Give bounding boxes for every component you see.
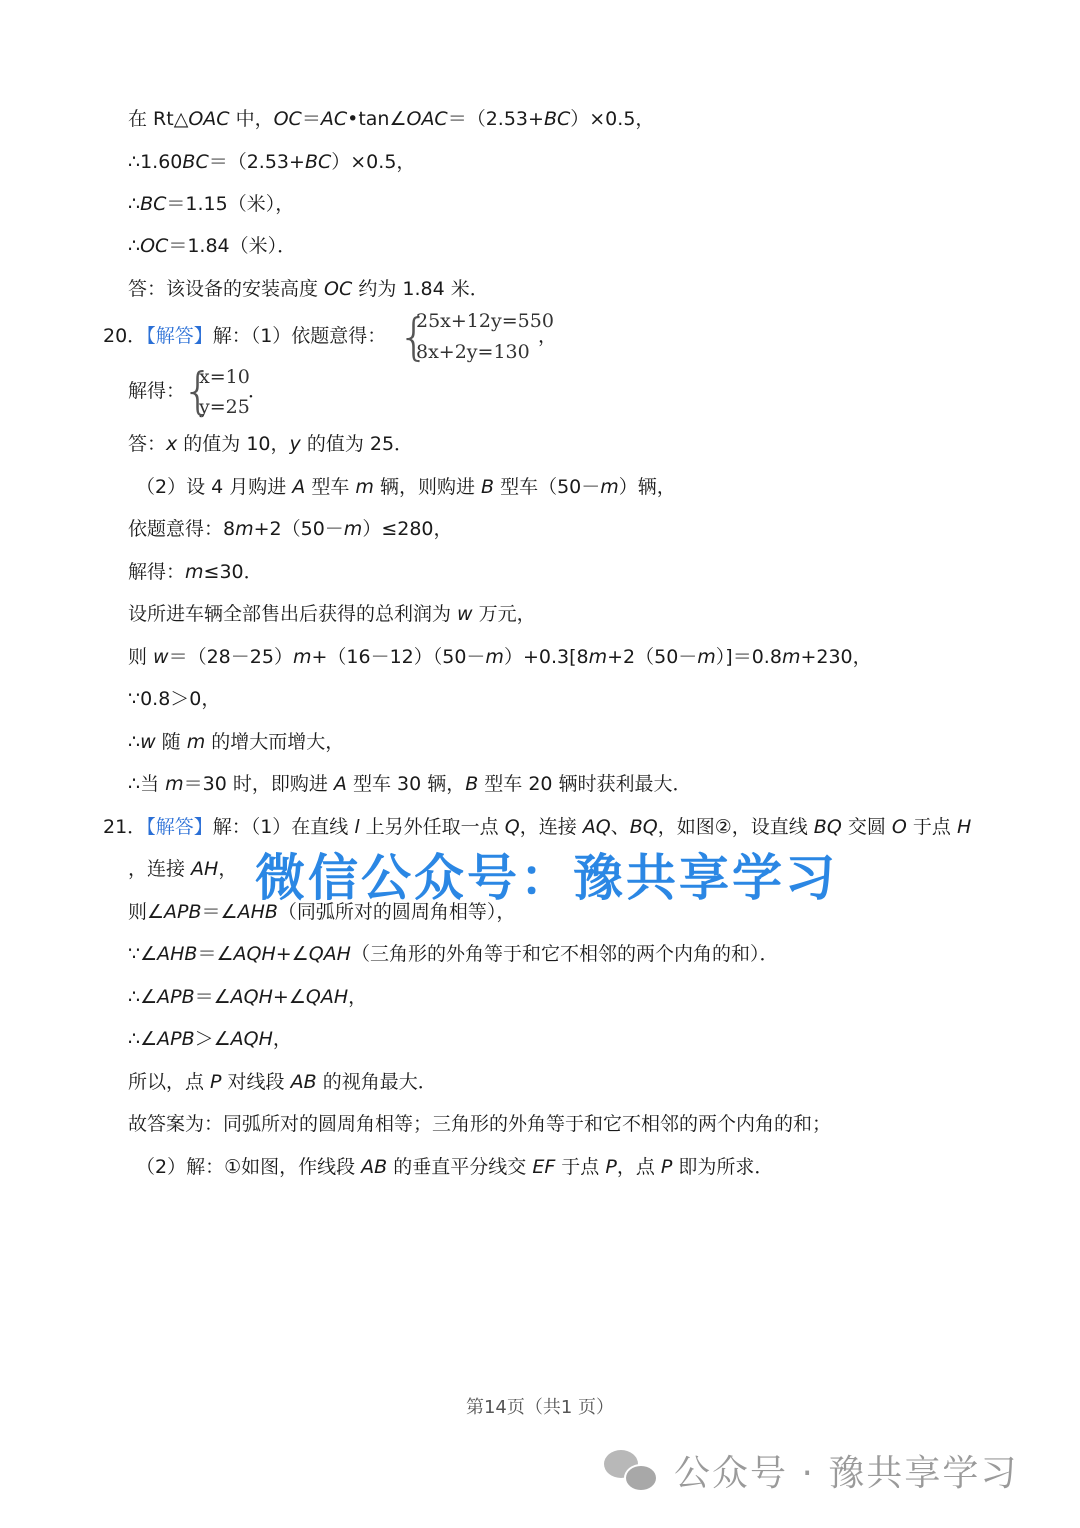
text-segment: （2）设 4 月购进 bbox=[136, 476, 293, 498]
text-segment: BC bbox=[543, 108, 571, 130]
text-segment: w bbox=[140, 731, 156, 753]
text-segment: 依题意得：8 bbox=[128, 518, 236, 540]
text-segment: OAC bbox=[188, 108, 230, 130]
text-segment: B bbox=[481, 476, 495, 498]
text-line-l17 bbox=[103, 814, 971, 840]
text-segment: B bbox=[465, 773, 479, 795]
text-line-l1 bbox=[128, 106, 654, 132]
text-segment: AB bbox=[361, 1156, 388, 1178]
text-segment: A bbox=[333, 773, 347, 795]
text-segment: +230， bbox=[800, 646, 872, 668]
text-segment: ∵∠ bbox=[128, 943, 158, 965]
text-segment: ＝（28－25） bbox=[168, 646, 293, 668]
text-line-l9 bbox=[136, 474, 676, 500]
text-segment: 解：（1）依题意得： bbox=[212, 325, 387, 347]
text-line-l20 bbox=[128, 941, 778, 967]
text-segment: +∠ bbox=[272, 986, 306, 1008]
left-brace: { bbox=[182, 362, 214, 420]
text-segment: 解得： bbox=[128, 380, 186, 402]
text-line-l2 bbox=[128, 149, 415, 175]
text-line-l14 bbox=[128, 686, 220, 712]
text-segment: Q bbox=[504, 816, 520, 838]
text-segment: ∴1.60 bbox=[128, 151, 183, 173]
text-line-l22 bbox=[128, 1026, 292, 1052]
text-segment: l bbox=[354, 816, 360, 838]
text-segment: m bbox=[292, 646, 312, 668]
text-segment: AHB bbox=[157, 943, 198, 965]
text-segment: m bbox=[186, 731, 206, 753]
text-segment: BQ bbox=[813, 816, 842, 838]
text-segment: ，连接 bbox=[128, 858, 192, 880]
text-segment: 于点 bbox=[906, 816, 957, 838]
text-segment: AH bbox=[191, 858, 219, 880]
text-segment: 交圆 bbox=[841, 816, 892, 838]
footer-text: 公众号 · 豫共享学习 bbox=[674, 1452, 1019, 1494]
text-segment: 的值为 10， bbox=[177, 433, 290, 455]
text-segment: QAH bbox=[305, 986, 349, 1008]
text-segment: ＝（2.53+ bbox=[447, 108, 544, 130]
text-line-l25 bbox=[136, 1154, 773, 1180]
text-segment: 约为 1.84 米． bbox=[352, 278, 489, 300]
text-segment: m bbox=[697, 646, 716, 668]
text-segment: （同弧所对的圆周角相等）， bbox=[277, 901, 516, 923]
text-line-l16 bbox=[128, 771, 692, 797]
text-segment: ，连接 bbox=[519, 816, 583, 838]
text-line-l21 bbox=[128, 984, 367, 1010]
text-segment: AQH bbox=[233, 943, 276, 965]
text-segment: 所以，点 bbox=[128, 1071, 211, 1093]
text-segment: BC bbox=[304, 151, 332, 173]
text-segment: H bbox=[956, 816, 972, 838]
text-segment: ∴当 bbox=[128, 773, 166, 795]
text-segment: ＝ bbox=[301, 108, 321, 130]
text-segment: A bbox=[292, 476, 306, 498]
text-segment: 答：该设备的安装高度 bbox=[128, 278, 325, 300]
text-line-l15 bbox=[128, 729, 344, 755]
text-segment: ，点 bbox=[616, 1156, 661, 1178]
text-line-l13 bbox=[128, 644, 872, 670]
text-segment: BQ bbox=[629, 816, 658, 838]
text-segment: OC bbox=[273, 108, 302, 130]
text-segment: m bbox=[165, 773, 184, 795]
text-segment: ∴ bbox=[128, 193, 141, 215]
text-line-l7 bbox=[128, 378, 185, 404]
text-segment: P bbox=[660, 1156, 673, 1178]
text-segment: 型车 30 辆， bbox=[346, 773, 466, 795]
text-segment: ∴ bbox=[128, 731, 141, 753]
text-segment: 型车 20 辆时获利最大． bbox=[478, 773, 692, 795]
text-segment: w bbox=[153, 646, 169, 668]
text-segment: 解得： bbox=[128, 561, 186, 583]
text-line-l23 bbox=[128, 1069, 437, 1095]
text-segment: QAH bbox=[308, 943, 351, 965]
text-segment: ＝1.84（米）． bbox=[168, 235, 297, 257]
system1-suffix: ， bbox=[538, 325, 558, 347]
text-line-l8 bbox=[128, 431, 413, 457]
system2-eq1: x=10 bbox=[199, 366, 250, 388]
wechat-icon bbox=[600, 1444, 662, 1496]
text-segment: ）≤280， bbox=[362, 518, 453, 540]
text-line-l4 bbox=[128, 233, 296, 259]
text-segment: ＝（2.53+ bbox=[208, 151, 305, 173]
text-segment: ＝30 时，即购进 bbox=[183, 773, 334, 795]
text-segment: AQ bbox=[582, 816, 611, 838]
text-segment: APB bbox=[157, 1028, 195, 1050]
text-segment: 的值为 25． bbox=[300, 433, 414, 455]
text-segment: 【解答】 bbox=[146, 325, 213, 347]
text-segment: APB bbox=[157, 986, 195, 1008]
text-segment: AC bbox=[320, 108, 348, 130]
text-segment: BC bbox=[182, 151, 209, 173]
text-segment: 中， bbox=[229, 108, 274, 130]
text-segment: ＞∠ bbox=[194, 1028, 231, 1050]
text-segment: m bbox=[588, 646, 608, 668]
text-segment: 上另外任取一点 bbox=[359, 816, 505, 838]
text-segment: ＝∠ bbox=[201, 901, 238, 923]
text-line-l6 bbox=[103, 323, 386, 349]
text-segment: m bbox=[235, 518, 254, 540]
text-segment: 答： bbox=[128, 433, 167, 455]
text-segment: ， bbox=[348, 986, 368, 1008]
text-segment: ）+0.3[8 bbox=[503, 646, 589, 668]
text-segment: 型车 bbox=[305, 476, 356, 498]
text-segment: m bbox=[485, 646, 504, 668]
text-segment: ，如图②，设直线 bbox=[657, 816, 814, 838]
text-segment: 故答案为：同弧所对的圆周角相等；三角形的外角等于和它不相邻的两个内角的和； bbox=[128, 1113, 832, 1135]
watermark-text: 微信公众号：豫共享学习 bbox=[255, 849, 838, 907]
footer-brand bbox=[600, 1440, 1018, 1500]
text-segment: m bbox=[355, 476, 374, 498]
text-segment: O bbox=[891, 816, 907, 838]
text-segment: （三角形的外角等于和它不相邻的两个内角的和）． bbox=[350, 943, 779, 965]
text-segment: ， bbox=[218, 858, 238, 880]
text-segment: OC bbox=[140, 235, 169, 257]
text-segment: 型车（50－ bbox=[494, 476, 601, 498]
text-segment: x bbox=[166, 433, 178, 455]
text-segment: OAC bbox=[406, 108, 448, 130]
text-segment: ）]＝0.8 bbox=[715, 646, 782, 668]
text-segment: AQH bbox=[230, 986, 273, 1008]
text-line-l18 bbox=[128, 856, 237, 882]
text-segment: ＝∠ bbox=[194, 986, 231, 1008]
system2-eq2: y=25 bbox=[199, 396, 250, 418]
system1-eq2: 8x+2y=130 bbox=[416, 341, 530, 363]
text-segment: ）×0.5， bbox=[570, 108, 655, 130]
text-line-l10 bbox=[128, 516, 453, 542]
text-segment: APB bbox=[164, 901, 202, 923]
text-segment: 设所进车辆全部售出后获得的总利润为 bbox=[128, 603, 458, 625]
text-segment: ）辆， bbox=[618, 476, 676, 498]
system1-eq1: 25x+12y=550 bbox=[416, 310, 554, 332]
text-segment: 在 Rt△ bbox=[128, 108, 189, 130]
text-segment: 的视角最大． bbox=[316, 1071, 437, 1093]
text-segment: OC bbox=[324, 278, 353, 300]
text-segment: ＝1.15（米）， bbox=[166, 193, 295, 215]
text-segment: （2）解：①如图，作线段 bbox=[136, 1156, 362, 1178]
text-segment: 的垂直平分线交 bbox=[387, 1156, 533, 1178]
text-segment: 对线段 bbox=[221, 1071, 291, 1093]
text-segment: ∴∠ bbox=[128, 1028, 158, 1050]
text-segment: ∴∠ bbox=[128, 986, 158, 1008]
text-segment: P bbox=[605, 1156, 617, 1178]
text-segment: AQH bbox=[230, 1028, 273, 1050]
text-segment: ， bbox=[272, 1028, 292, 1050]
text-segment: BC bbox=[140, 193, 167, 215]
text-segment: ）×0.5， bbox=[331, 151, 416, 173]
text-segment: 于点 bbox=[555, 1156, 606, 1178]
page-number: 第14页（共1 页） bbox=[465, 1397, 615, 1418]
text-segment: m bbox=[343, 518, 363, 540]
text-segment: ∵0.8＞0， bbox=[128, 688, 221, 710]
text-segment: +2（50－ bbox=[607, 646, 698, 668]
text-segment: m bbox=[600, 476, 619, 498]
text-segment: +（16－12）（50－ bbox=[311, 646, 486, 668]
text-line-l12 bbox=[128, 601, 536, 627]
text-segment: 、 bbox=[610, 816, 630, 838]
text-segment: 随 bbox=[155, 731, 187, 753]
text-segment: w bbox=[457, 603, 473, 625]
left-brace: { bbox=[398, 308, 430, 366]
text-segment: P bbox=[210, 1071, 222, 1093]
system2-suffix: ． bbox=[248, 380, 268, 402]
text-segment: ≤30． bbox=[203, 561, 263, 583]
text-line-l5 bbox=[128, 276, 489, 302]
text-segment: m bbox=[781, 646, 801, 668]
text-segment: +∠ bbox=[275, 943, 309, 965]
text-segment: 则 bbox=[128, 646, 154, 668]
text-segment: 解：（1）在直线 bbox=[212, 816, 355, 838]
text-segment: ＝∠ bbox=[197, 943, 234, 965]
text-segment: y bbox=[289, 433, 301, 455]
text-segment: 21． bbox=[103, 816, 147, 838]
text-segment: 辆，则购进 bbox=[373, 476, 481, 498]
text-segment: AHB bbox=[237, 901, 278, 923]
text-line-l3 bbox=[128, 191, 294, 217]
text-segment: +2（50－ bbox=[253, 518, 344, 540]
text-segment: 的增大而增大， bbox=[205, 731, 345, 753]
text-line-l24 bbox=[128, 1111, 831, 1137]
text-segment: 万元， bbox=[472, 603, 536, 625]
text-segment: AB bbox=[290, 1071, 317, 1093]
text-segment: EF bbox=[532, 1156, 556, 1178]
text-segment: m bbox=[185, 561, 204, 583]
text-segment: 则∠ bbox=[128, 901, 165, 923]
text-segment: 20． bbox=[103, 325, 147, 347]
text-segment: ∴ bbox=[128, 235, 141, 257]
text-line-l11 bbox=[128, 559, 263, 585]
text-segment: •tan∠ bbox=[347, 108, 407, 130]
text-segment: 【解答】 bbox=[146, 816, 213, 838]
text-segment: 即为所求． bbox=[672, 1156, 774, 1178]
